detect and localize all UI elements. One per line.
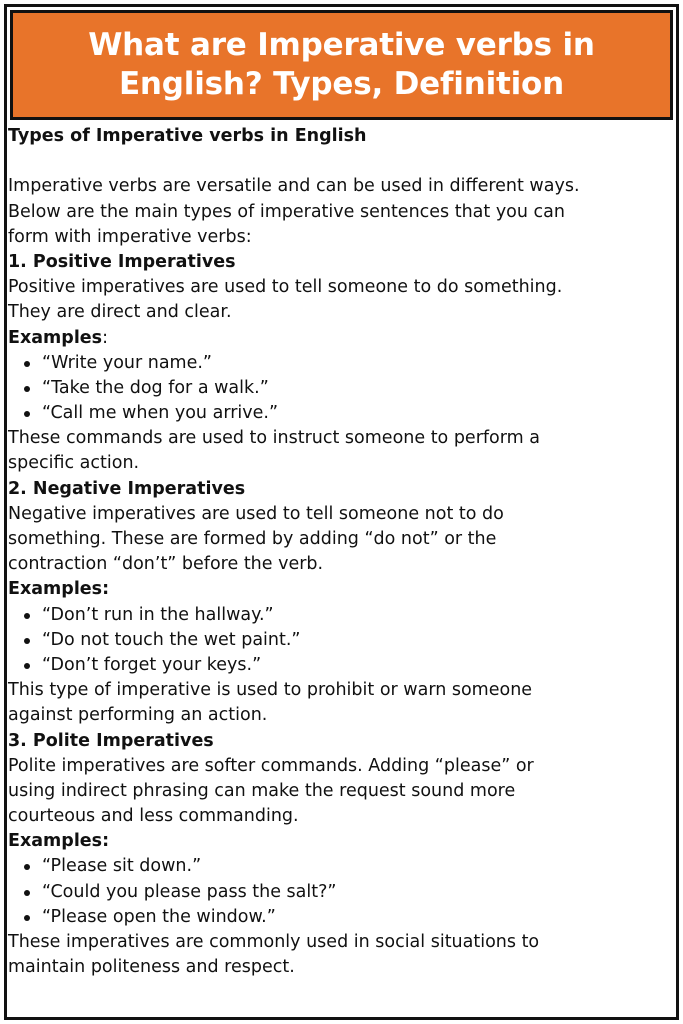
example-item: “Please open the window.” — [8, 905, 668, 930]
examples-label-text: Examples: — [8, 831, 110, 852]
example-item: “Write your name.” — [8, 351, 668, 376]
article-body — [8, 124, 668, 980]
section-description-line: Positive imperatives are used to tell someone to do something. — [8, 277, 563, 298]
examples-list-negative — [8, 603, 668, 679]
examples-label-colon: : — [102, 327, 109, 348]
examples-list-positive — [8, 351, 668, 427]
section-title-positive: 1. Positive Imperatives — [8, 251, 236, 272]
section-description-line: Negative imperatives are used to tell someone not to do — [8, 503, 504, 524]
section-description-line: something. These are formed by adding “do not” or the — [8, 529, 497, 549]
examples-label — [8, 829, 668, 854]
section-description-line: courteous and less commanding. — [8, 806, 299, 827]
page-title-line-1: What are Imperative verbs in — [88, 27, 595, 63]
article-heading: Types of Imperative verbs in English — [8, 126, 367, 146]
example-item: “Could you please pass the salt?” — [8, 880, 668, 905]
section-description-line: contraction “don’t” before the verb. — [8, 554, 324, 575]
example-item: “Call me when you arrive.” — [8, 401, 668, 426]
example-item: “Don’t forget your keys.” — [8, 653, 668, 678]
examples-label-text: Examples — [8, 327, 103, 348]
spacer — [8, 149, 668, 174]
section-note-line: specific action. — [8, 453, 140, 474]
intro-line: form with imperative verbs: — [8, 226, 252, 247]
section-title-polite: 3. Polite Imperatives — [8, 730, 214, 751]
examples-label — [8, 326, 668, 351]
section-note-line: These imperatives are commonly used in social situations to — [8, 932, 540, 952]
title-banner — [10, 10, 673, 120]
example-item: “Take the dog for a walk.” — [8, 376, 668, 401]
section-description-line: using indirect phrasing can make the request sound more — [8, 780, 516, 801]
section-note-line: maintain politeness and respect. — [8, 957, 295, 978]
section-description-line: Polite imperatives are softer commands. Adding “please” or — [8, 755, 534, 776]
page-title-line-2: English? Types, Definition — [118, 66, 565, 102]
section-note-line: This type of imperative is used to prohibit or warn someone — [8, 680, 533, 701]
example-item: “Please sit down.” — [8, 854, 668, 879]
section-note-line: against performing an action. — [8, 705, 268, 726]
example-item: “Don’t run in the hallway.” — [8, 603, 668, 628]
intro-line: Imperative verbs are versatile and can be used in different ways. — [8, 176, 580, 197]
examples-list-polite — [8, 854, 668, 930]
intro-line: Below are the main types of imperative sentences that you can — [8, 201, 565, 222]
example-item: “Do not touch the wet paint.” — [8, 628, 668, 653]
section-title-negative: 2. Negative Imperatives — [8, 478, 246, 499]
section-note-line: These commands are used to instruct someone to perform a — [8, 428, 540, 449]
section-description-line: They are direct and clear. — [8, 302, 232, 323]
examples-label — [8, 577, 668, 602]
examples-label-text: Examples: — [8, 579, 110, 600]
